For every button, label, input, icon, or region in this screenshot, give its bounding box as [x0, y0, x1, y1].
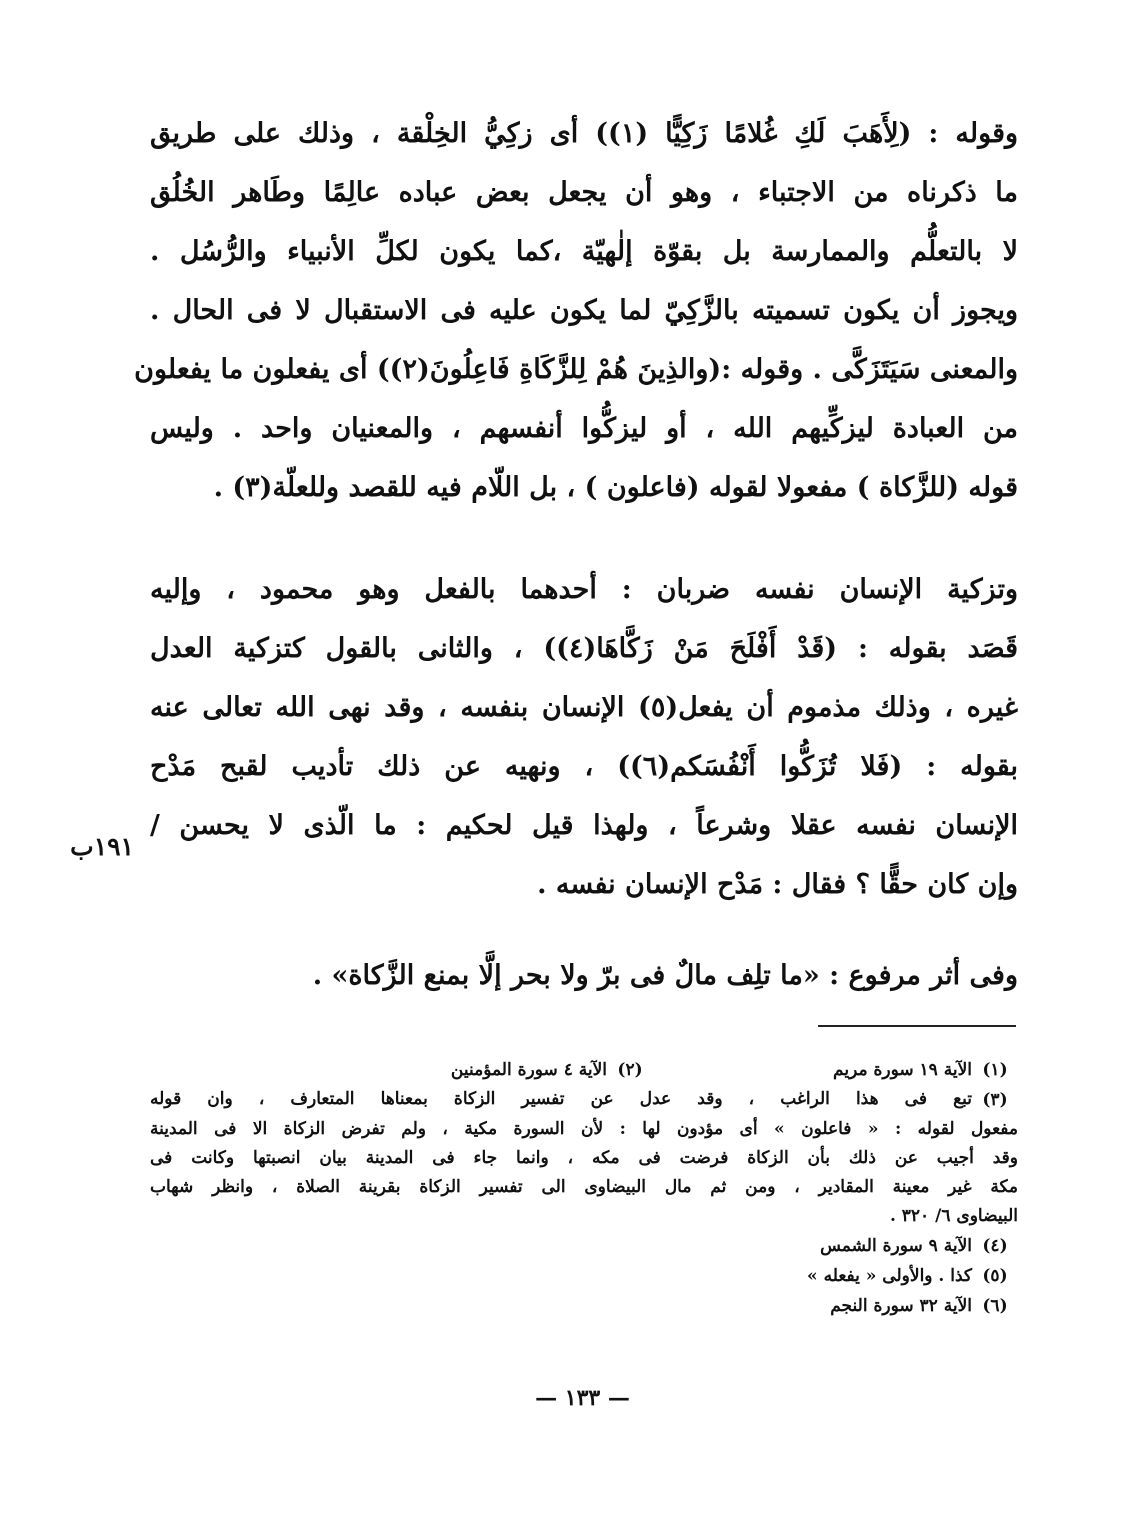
text-line: وتزكية الإنسان نفسه ضربان : أحدهما بالفعل وهو محمود ، وإليه: [150, 574, 1018, 605]
text-line: من العبادة ليزكِّيهم الله ، أو ليزكُّوا أنفسهم ، والمعنيان واحد . وليس: [150, 413, 1018, 444]
footnotes: [150, 1055, 1018, 1321]
text-line: بقوله : (فَلا تُزَكُّوا أَنْفُسَكم(٦)) ، ونهيه عن ذلك تأديب لقبح مَدْح: [150, 751, 1018, 782]
text-line: قَصَد بقوله : (قَدْ أَفْلَحَ مَنْ زَكَّاهَا(٤)) ، والثانى بالقول كتزكية العدل: [150, 633, 1018, 664]
footnote-row: [150, 1085, 1018, 1115]
text-line: وفى أثر مرفوع : «ما تلِف مالٌ فى برّ ولا بحر إلَّا بمنع الزَّكاة» .: [312, 960, 1018, 991]
paragraph-1: [134, 104, 1019, 517]
text-line: وقوله : (لِأَهَبَ لَكِ غُلامًا زَكِيًّا (١)) أى زكِيُّ الخِلْقة ، وذلك على طريق: [150, 118, 1019, 149]
footnote-number: (٥): [982, 1266, 1008, 1286]
footnote-text: مفعول لقوله : « فاعلون » أى مؤدون لها : لأن السورة مكية ، ولم تفرض الزكاة الا فى المدينة: [150, 1119, 1018, 1139]
footnote-separator: [818, 1025, 1016, 1027]
footnote-number: (٢): [617, 1060, 643, 1080]
text-line: وإن كان حقًّا ؟ فقال : مَدْح الإنسان نفسه .: [537, 869, 1018, 900]
footnote-text: تبع فى هذا الراغب ، وقد عدل عن تفسير الزكاة بمعناها المتعارف ، وان قوله: [150, 1089, 972, 1109]
footnote-text: الآية ٣٢ سورة النجم: [830, 1296, 972, 1316]
footnote-text: كذا . والأولى « يفعله »: [807, 1266, 972, 1286]
text-line: لا بالتعلُّم والممارسة بل بقوّة إلٰهيّة ،كما يكون لكلِّ الأنبياء والرُّسُل .: [150, 236, 1018, 267]
footnote-number: (٣): [982, 1090, 1008, 1110]
footnote-row: [150, 1055, 1018, 1085]
footnote-text: البيضاوى ٦/ ٣٢٠ .: [889, 1206, 1018, 1226]
footnote-text: وقد أجيب عن ذلك بأن الزكاة فرضت فى مكه ، وانما جاء فى المدينة بيان انصبتها وكانت فى: [150, 1148, 1018, 1168]
footnote-number: (٤): [982, 1236, 1008, 1256]
footnote-text: مكة غير معينة المقادير ، ومن ثم مال البيضاوى الى تفسير الزكاة بقرينة الصلاة ، وانظر شهاب: [150, 1177, 1018, 1197]
footnote-text: الآية ١٩ سورة مريم: [833, 1060, 972, 1080]
footnote-text: الآية ٤ سورة المؤمنين: [450, 1060, 608, 1080]
text-line: قوله (للزَّكاة ) مفعولا لقوله (فاعلون ) ، بل اللّام فيه للقصد وللعلّة(٣) .: [213, 472, 1018, 503]
text-line: غيره ، وذلك مذموم أن يفعل(٥) الإنسان بنفسه ، وقد نهى الله تعالى عنه: [150, 692, 1018, 723]
footnote-number: (٦): [982, 1296, 1008, 1316]
paragraph-2: [150, 560, 1018, 914]
footnote-text: الآية ٩ سورة الشمس: [820, 1236, 972, 1256]
footnote-row: [150, 1291, 1018, 1321]
paragraph-3: [150, 946, 1018, 1005]
text-line: ما ذكرناه من الاجتباء ، وهو أن يجعل بعض عباده عالِمًا وطَاهر الخُلُق: [150, 177, 1018, 208]
footnote-number: (١): [982, 1060, 1008, 1080]
manuscript-folio-note: ١٩١ب: [70, 832, 134, 861]
text-line: الإنسان نفسه عقلا وشرعاً ، ولهذا قيل لحكيم : ما الّذى لا يحسن /: [150, 810, 1018, 841]
text-line: ويجوز أن يكون تسميته بالزَّكِيّ لما يكون عليه فى الاستقبال لا فى الحال .: [150, 295, 1018, 326]
text-line: والمعنى سَيَتَزَكَّى . وقوله :(والذِينَ هُمْ لِلزَّكَاةِ فَاعِلُونَ(٢)) أى يفعلون ما يفعلون: [134, 354, 1018, 385]
footnote-row: [150, 1261, 1018, 1291]
footnote-row: [150, 1231, 1018, 1261]
page-number: — ١٣٣ —: [535, 1385, 630, 1411]
